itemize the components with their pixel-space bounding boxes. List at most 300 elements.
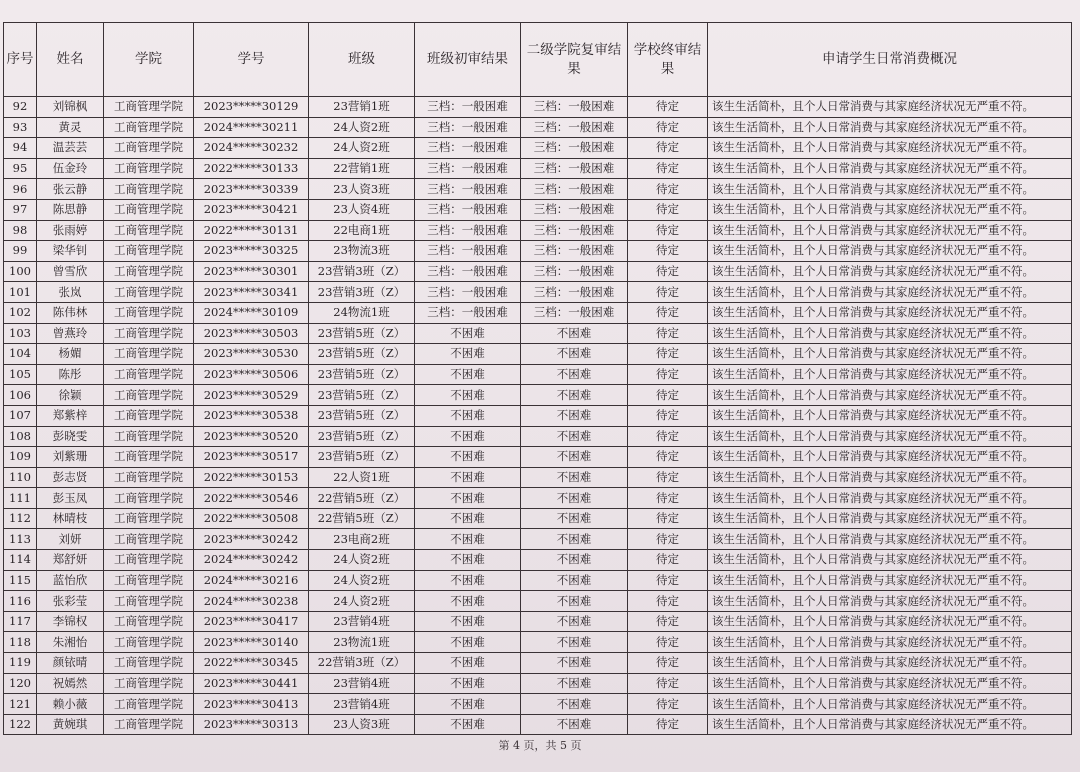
college-review-result: 不困难 [521, 385, 628, 406]
consumption-summary: 该生生活简朴，且个人日常消费与其家庭经济状况无严重不符。 [708, 426, 1072, 447]
student-id: 2023*****30413 [194, 694, 309, 715]
student-id: 2023*****30313 [194, 714, 309, 735]
row-number: 108 [4, 426, 37, 447]
student-id: 2023*****30242 [194, 529, 309, 550]
table-row [4, 302, 1072, 323]
row-number: 96 [4, 179, 37, 200]
row-number: 111 [4, 488, 37, 509]
class-review-result: 三档：一般困难 [415, 138, 521, 159]
row-number: 116 [4, 591, 37, 612]
row-number: 98 [4, 220, 37, 241]
class-review-result: 不困难 [415, 673, 521, 694]
class: 24人资2班 [309, 591, 415, 612]
college-review-result: 三档：一般困难 [521, 282, 628, 303]
class: 23营销4班 [309, 611, 415, 632]
class: 23电商2班 [309, 529, 415, 550]
table-row [4, 447, 1072, 468]
college: 工商管理学院 [104, 199, 194, 220]
class-review-result: 不困难 [415, 570, 521, 591]
college: 工商管理学院 [104, 282, 194, 303]
table-row [4, 158, 1072, 179]
student-name: 黄灵 [37, 117, 104, 138]
college-review-result: 三档：一般困难 [521, 97, 628, 118]
consumption-summary: 该生生活简朴，且个人日常消费与其家庭经济状况无严重不符。 [708, 199, 1072, 220]
row-number: 119 [4, 653, 37, 674]
student-id: 2023*****30341 [194, 282, 309, 303]
student-name: 陈思静 [37, 199, 104, 220]
student-name: 刘妍 [37, 529, 104, 550]
school-final-result: 待定 [628, 653, 708, 674]
class-review-result: 三档：一般困难 [415, 117, 521, 138]
student-id: 2022*****30508 [194, 508, 309, 529]
class-review-result: 三档：一般困难 [415, 261, 521, 282]
header-cell: 序号 [4, 23, 37, 97]
consumption-summary: 该生生活简朴，且个人日常消费与其家庭经济状况无严重不符。 [708, 447, 1072, 468]
college: 工商管理学院 [104, 508, 194, 529]
class-review-result: 三档：一般困难 [415, 241, 521, 262]
student-name: 杨媚 [37, 344, 104, 365]
class: 24人资2班 [309, 138, 415, 159]
row-number: 106 [4, 385, 37, 406]
student-name: 赖小薇 [37, 694, 104, 715]
college-review-result: 不困难 [521, 591, 628, 612]
table-row [4, 426, 1072, 447]
student-name: 张雨婷 [37, 220, 104, 241]
college-review-result: 三档：一般困难 [521, 117, 628, 138]
consumption-summary: 该生生活简朴，且个人日常消费与其家庭经济状况无严重不符。 [708, 653, 1072, 674]
college-review-result: 不困难 [521, 653, 628, 674]
college: 工商管理学院 [104, 158, 194, 179]
consumption-summary: 该生生活简朴，且个人日常消费与其家庭经济状况无严重不符。 [708, 97, 1072, 118]
student-id: 2023*****30339 [194, 179, 309, 200]
school-final-result: 待定 [628, 611, 708, 632]
school-final-result: 待定 [628, 323, 708, 344]
row-number: 99 [4, 241, 37, 262]
student-id: 2023*****30140 [194, 632, 309, 653]
college-review-result: 不困难 [521, 529, 628, 550]
college-review-result: 三档：一般困难 [521, 138, 628, 159]
class: 23营销5班（Z） [309, 447, 415, 468]
class-review-result: 不困难 [415, 653, 521, 674]
school-final-result: 待定 [628, 261, 708, 282]
consumption-summary: 该生生活简朴，且个人日常消费与其家庭经济状况无严重不符。 [708, 591, 1072, 612]
school-final-result: 待定 [628, 405, 708, 426]
row-number: 109 [4, 447, 37, 468]
college-review-result: 不困难 [521, 508, 628, 529]
college: 工商管理学院 [104, 426, 194, 447]
header-cell: 二级学院复审结果 [521, 23, 628, 97]
table-row [4, 261, 1072, 282]
table-row [4, 714, 1072, 735]
college: 工商管理学院 [104, 179, 194, 200]
consumption-summary: 该生生活简朴，且个人日常消费与其家庭经济状况无严重不符。 [708, 611, 1072, 632]
college-review-result: 不困难 [521, 673, 628, 694]
class-review-result: 三档：一般困难 [415, 302, 521, 323]
school-final-result: 待定 [628, 673, 708, 694]
consumption-summary: 该生生活简朴，且个人日常消费与其家庭经济状况无严重不符。 [708, 550, 1072, 571]
college: 工商管理学院 [104, 97, 194, 118]
class: 23营销1班 [309, 97, 415, 118]
class: 24人资2班 [309, 550, 415, 571]
class: 23营销4班 [309, 694, 415, 715]
college: 工商管理学院 [104, 220, 194, 241]
table-row [4, 591, 1072, 612]
student-id: 2023*****30530 [194, 344, 309, 365]
school-final-result: 待定 [628, 570, 708, 591]
student-id: 2022*****30131 [194, 220, 309, 241]
student-id: 2023*****30441 [194, 673, 309, 694]
table-row [4, 241, 1072, 262]
table-row [4, 138, 1072, 159]
college: 工商管理学院 [104, 529, 194, 550]
class-review-result: 三档：一般困难 [415, 282, 521, 303]
student-id: 2024*****30232 [194, 138, 309, 159]
college: 工商管理学院 [104, 694, 194, 715]
school-final-result: 待定 [628, 591, 708, 612]
student-name: 张彩莹 [37, 591, 104, 612]
college-review-result: 不困难 [521, 447, 628, 468]
consumption-summary: 该生生活简朴，且个人日常消费与其家庭经济状况无严重不符。 [708, 570, 1072, 591]
row-number: 118 [4, 632, 37, 653]
consumption-summary: 该生生活简朴，且个人日常消费与其家庭经济状况无严重不符。 [708, 673, 1072, 694]
college-review-result: 三档：一般困难 [521, 302, 628, 323]
consumption-summary: 该生生活简朴，且个人日常消费与其家庭经济状况无严重不符。 [708, 694, 1072, 715]
table-row [4, 323, 1072, 344]
table-row [4, 488, 1072, 509]
school-final-result: 待定 [628, 302, 708, 323]
student-id: 2023*****30517 [194, 447, 309, 468]
class: 23营销4班 [309, 673, 415, 694]
class: 23物流3班 [309, 241, 415, 262]
college-review-result: 不困难 [521, 550, 628, 571]
college-review-result: 不困难 [521, 488, 628, 509]
student-name: 祝嫣然 [37, 673, 104, 694]
consumption-summary: 该生生活简朴，且个人日常消费与其家庭经济状况无严重不符。 [708, 405, 1072, 426]
class-review-result: 三档：一般困难 [415, 220, 521, 241]
consumption-summary: 该生生活简朴，且个人日常消费与其家庭经济状况无严重不符。 [708, 529, 1072, 550]
school-final-result: 待定 [628, 282, 708, 303]
class-review-result: 不困难 [415, 632, 521, 653]
table-row [4, 653, 1072, 674]
row-number: 114 [4, 550, 37, 571]
class: 22营销5班（Z） [309, 488, 415, 509]
row-number: 107 [4, 405, 37, 426]
student-id: 2023*****30325 [194, 241, 309, 262]
student-name: 陈彤 [37, 364, 104, 385]
student-name: 郑紫梓 [37, 405, 104, 426]
student-name: 郑舒妍 [37, 550, 104, 571]
student-id: 2023*****30421 [194, 199, 309, 220]
class-review-result: 不困难 [415, 550, 521, 571]
college: 工商管理学院 [104, 447, 194, 468]
consumption-summary: 该生生活简朴，且个人日常消费与其家庭经济状况无严重不符。 [708, 261, 1072, 282]
row-number: 105 [4, 364, 37, 385]
student-name: 刘锦枫 [37, 97, 104, 118]
school-final-result: 待定 [628, 529, 708, 550]
college: 工商管理学院 [104, 673, 194, 694]
college: 工商管理学院 [104, 653, 194, 674]
college: 工商管理学院 [104, 302, 194, 323]
college: 工商管理学院 [104, 714, 194, 735]
consumption-summary: 该生生活简朴，且个人日常消费与其家庭经济状况无严重不符。 [708, 364, 1072, 385]
consumption-summary: 该生生活简朴，且个人日常消费与其家庭经济状况无严重不符。 [708, 282, 1072, 303]
college: 工商管理学院 [104, 261, 194, 282]
table-row [4, 220, 1072, 241]
student-name: 徐颖 [37, 385, 104, 406]
table-row [4, 97, 1072, 118]
class-review-result: 不困难 [415, 405, 521, 426]
student-name: 林晴枝 [37, 508, 104, 529]
school-final-result: 待定 [628, 344, 708, 365]
row-number: 120 [4, 673, 37, 694]
student-id: 2022*****30546 [194, 488, 309, 509]
consumption-summary: 该生生活简朴，且个人日常消费与其家庭经济状况无严重不符。 [708, 302, 1072, 323]
school-final-result: 待定 [628, 426, 708, 447]
student-name: 刘紫珊 [37, 447, 104, 468]
class: 24人资2班 [309, 570, 415, 591]
college: 工商管理学院 [104, 467, 194, 488]
class-review-result: 三档：一般困难 [415, 199, 521, 220]
student-id: 2023*****30506 [194, 364, 309, 385]
consumption-summary: 该生生活简朴，且个人日常消费与其家庭经济状况无严重不符。 [708, 158, 1072, 179]
class: 22人资1班 [309, 467, 415, 488]
school-final-result: 待定 [628, 550, 708, 571]
college: 工商管理学院 [104, 405, 194, 426]
school-final-result: 待定 [628, 632, 708, 653]
row-number: 102 [4, 302, 37, 323]
table-row [4, 364, 1072, 385]
student-id: 2023*****30129 [194, 97, 309, 118]
class: 23人资3班 [309, 179, 415, 200]
school-final-result: 待定 [628, 179, 708, 200]
college: 工商管理学院 [104, 632, 194, 653]
consumption-summary: 该生生活简朴，且个人日常消费与其家庭经济状况无严重不符。 [708, 220, 1072, 241]
college: 工商管理学院 [104, 488, 194, 509]
class-review-result: 不困难 [415, 385, 521, 406]
college: 工商管理学院 [104, 344, 194, 365]
class-review-result: 不困难 [415, 591, 521, 612]
student-id: 2023*****30529 [194, 385, 309, 406]
row-number: 93 [4, 117, 37, 138]
table-row [4, 467, 1072, 488]
class: 23营销5班（Z） [309, 323, 415, 344]
consumption-summary: 该生生活简朴，且个人日常消费与其家庭经济状况无严重不符。 [708, 344, 1072, 365]
row-number: 122 [4, 714, 37, 735]
consumption-summary: 该生生活简朴，且个人日常消费与其家庭经济状况无严重不符。 [708, 323, 1072, 344]
consumption-summary: 该生生活简朴，且个人日常消费与其家庭经济状况无严重不符。 [708, 488, 1072, 509]
college: 工商管理学院 [104, 385, 194, 406]
student-id: 2023*****30520 [194, 426, 309, 447]
table-row [4, 344, 1072, 365]
student-id: 2022*****30133 [194, 158, 309, 179]
student-id: 2022*****30153 [194, 467, 309, 488]
row-number: 113 [4, 529, 37, 550]
student-name: 曾燕玲 [37, 323, 104, 344]
header-cell: 姓名 [37, 23, 104, 97]
table-row [4, 179, 1072, 200]
student-id: 2023*****30417 [194, 611, 309, 632]
class: 22营销1班 [309, 158, 415, 179]
student-id: 2024*****30242 [194, 550, 309, 571]
table-row [4, 199, 1072, 220]
row-number: 117 [4, 611, 37, 632]
class-review-result: 不困难 [415, 529, 521, 550]
school-final-result: 待定 [628, 117, 708, 138]
student-id: 2023*****30503 [194, 323, 309, 344]
college-review-result: 不困难 [521, 323, 628, 344]
school-final-result: 待定 [628, 364, 708, 385]
college-review-result: 三档：一般困难 [521, 220, 628, 241]
student-name: 彭玉凤 [37, 488, 104, 509]
table-row [4, 508, 1072, 529]
student-id: 2022*****30345 [194, 653, 309, 674]
header-cell: 申请学生日常消费概况 [708, 23, 1072, 97]
student-name: 陈伟林 [37, 302, 104, 323]
class: 23营销5班（Z） [309, 426, 415, 447]
table-row [4, 385, 1072, 406]
class-review-result: 三档：一般困难 [415, 97, 521, 118]
class: 22电商1班 [309, 220, 415, 241]
student-id: 2024*****30109 [194, 302, 309, 323]
student-name: 李锦权 [37, 611, 104, 632]
header-cell: 班级初审结果 [415, 23, 521, 97]
school-final-result: 待定 [628, 220, 708, 241]
college-review-result: 三档：一般困难 [521, 199, 628, 220]
header-cell: 学号 [194, 23, 309, 97]
consumption-summary: 该生生活简朴，且个人日常消费与其家庭经济状况无严重不符。 [708, 385, 1072, 406]
class-review-result: 不困难 [415, 467, 521, 488]
school-final-result: 待定 [628, 694, 708, 715]
class: 23营销3班（Z） [309, 282, 415, 303]
college: 工商管理学院 [104, 323, 194, 344]
student-name: 张云静 [37, 179, 104, 200]
college-review-result: 不困难 [521, 364, 628, 385]
student-id: 2024*****30238 [194, 591, 309, 612]
college-review-result: 三档：一般困难 [521, 179, 628, 200]
student-name: 黄婉琪 [37, 714, 104, 735]
header-cell: 班级 [309, 23, 415, 97]
table-body [4, 97, 1072, 735]
class: 23营销5班（Z） [309, 385, 415, 406]
college-review-result: 不困难 [521, 570, 628, 591]
class-review-result: 不困难 [415, 323, 521, 344]
class: 23营销5班（Z） [309, 364, 415, 385]
consumption-summary: 该生生活简朴，且个人日常消费与其家庭经济状况无严重不符。 [708, 138, 1072, 159]
student-id: 2023*****30538 [194, 405, 309, 426]
college-review-result: 不困难 [521, 714, 628, 735]
school-final-result: 待定 [628, 158, 708, 179]
student-name: 颜铱晴 [37, 653, 104, 674]
school-final-result: 待定 [628, 199, 708, 220]
college: 工商管理学院 [104, 550, 194, 571]
table-row [4, 529, 1072, 550]
class-review-result: 不困难 [415, 364, 521, 385]
student-name: 张岚 [37, 282, 104, 303]
school-final-result: 待定 [628, 467, 708, 488]
college-review-result: 不困难 [521, 344, 628, 365]
header-row [4, 23, 1072, 97]
college-review-result: 不困难 [521, 405, 628, 426]
college-review-result: 不困难 [521, 632, 628, 653]
consumption-summary: 该生生活简朴，且个人日常消费与其家庭经济状况无严重不符。 [708, 508, 1072, 529]
student-table [3, 22, 1072, 735]
student-name: 蓝怡欣 [37, 570, 104, 591]
class: 22营销3班（Z） [309, 653, 415, 674]
college: 工商管理学院 [104, 570, 194, 591]
school-final-result: 待定 [628, 508, 708, 529]
table-row [4, 405, 1072, 426]
table-row [4, 694, 1072, 715]
class-review-result: 不困难 [415, 611, 521, 632]
row-number: 121 [4, 694, 37, 715]
class: 23物流1班 [309, 632, 415, 653]
student-id: 2024*****30216 [194, 570, 309, 591]
class-review-result: 不困难 [415, 508, 521, 529]
table-row [4, 673, 1072, 694]
consumption-summary: 该生生活简朴，且个人日常消费与其家庭经济状况无严重不符。 [708, 117, 1072, 138]
row-number: 95 [4, 158, 37, 179]
student-name: 彭晓雯 [37, 426, 104, 447]
student-name: 伍金玲 [37, 158, 104, 179]
college: 工商管理学院 [104, 138, 194, 159]
consumption-summary: 该生生活简朴，且个人日常消费与其家庭经济状况无严重不符。 [708, 179, 1072, 200]
school-final-result: 待定 [628, 488, 708, 509]
table-row [4, 611, 1072, 632]
header-cell: 学校终审结果 [628, 23, 708, 97]
student-name: 梁华钊 [37, 241, 104, 262]
class-review-result: 三档：一般困难 [415, 158, 521, 179]
consumption-summary: 该生生活简朴，且个人日常消费与其家庭经济状况无严重不符。 [708, 632, 1072, 653]
consumption-summary: 该生生活简朴，且个人日常消费与其家庭经济状况无严重不符。 [708, 714, 1072, 735]
college: 工商管理学院 [104, 241, 194, 262]
student-name: 温芸芸 [37, 138, 104, 159]
college-review-result: 不困难 [521, 694, 628, 715]
school-final-result: 待定 [628, 97, 708, 118]
student-name: 朱湘怡 [37, 632, 104, 653]
college: 工商管理学院 [104, 364, 194, 385]
college-review-result: 三档：一般困难 [521, 158, 628, 179]
page-footer: 第 4 页，共 5 页 [498, 739, 582, 752]
table-row [4, 570, 1072, 591]
row-number: 103 [4, 323, 37, 344]
class: 23人资4班 [309, 199, 415, 220]
school-final-result: 待定 [628, 447, 708, 468]
row-number: 94 [4, 138, 37, 159]
college-review-result: 三档：一般困难 [521, 261, 628, 282]
class: 24人资2班 [309, 117, 415, 138]
row-number: 92 [4, 97, 37, 118]
college: 工商管理学院 [104, 117, 194, 138]
header-cell: 学院 [104, 23, 194, 97]
class-review-result: 不困难 [415, 714, 521, 735]
class-review-result: 三档：一般困难 [415, 179, 521, 200]
class: 23人资3班 [309, 714, 415, 735]
class-review-result: 不困难 [415, 488, 521, 509]
row-number: 100 [4, 261, 37, 282]
table-row [4, 117, 1072, 138]
school-final-result: 待定 [628, 385, 708, 406]
row-number: 104 [4, 344, 37, 365]
college-review-result: 不困难 [521, 611, 628, 632]
row-number: 115 [4, 570, 37, 591]
school-final-result: 待定 [628, 714, 708, 735]
consumption-summary: 该生生活简朴，且个人日常消费与其家庭经济状况无严重不符。 [708, 467, 1072, 488]
student-name: 曾雪欣 [37, 261, 104, 282]
row-number: 101 [4, 282, 37, 303]
class: 23营销3班（Z） [309, 261, 415, 282]
row-number: 97 [4, 199, 37, 220]
class: 24物流1班 [309, 302, 415, 323]
